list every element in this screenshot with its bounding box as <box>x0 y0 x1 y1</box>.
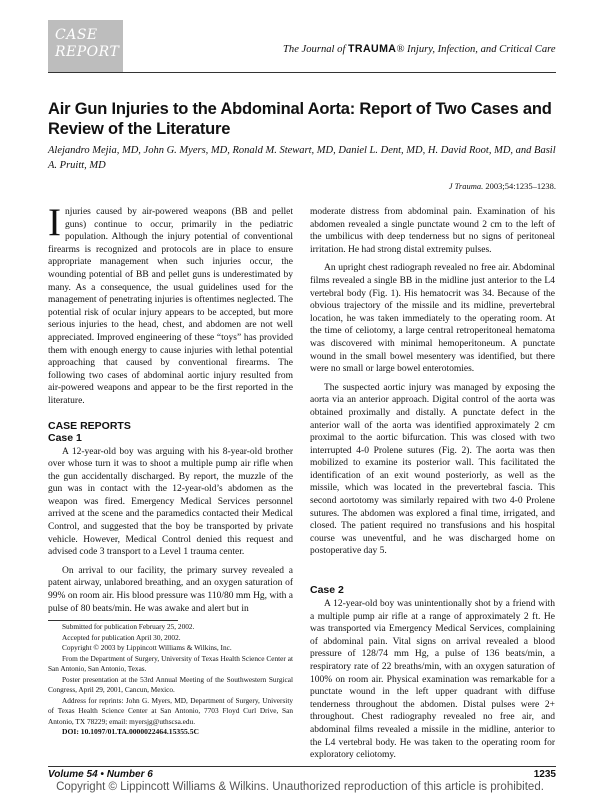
footer-rule <box>48 766 556 767</box>
article-title: Air Gun Injuries to the Abdominal Aorta: Report of Two Cases and Review of the Literature <box>48 100 552 138</box>
author-list: Alejandro Mejia, MD, John G. Myers, MD, Ronald M. Stewart, MD, Daniel L. Dent, MD, H. David Root, MD, and Basil A. Pruitt, MD <box>48 145 556 171</box>
journal-running-head <box>283 43 556 55</box>
footnote-copyright: Copyright © 2003 by Lippincott Williams & Wilkins, Inc. <box>62 643 232 652</box>
citation-journal: J Trauma. <box>448 181 484 191</box>
journal-prefix: The Journal of <box>283 44 349 55</box>
citation-detail: 2003;54:1235–1238. <box>483 181 556 191</box>
footnote-submitted: Submitted for publication February 25, 2002. <box>62 622 195 631</box>
case1-paragraph-4: An upright chest radiograph revealed no free air. Abdominal films revealed a single BB in the midline just anterior to the L4 vertebral body (Fig. 1). His hematocrit was 34. Because of the obvious trajectory of the missile and its midline, prevertebral location, he was taken immediately to the operating room. At the time of celiotomy, a large central retroperitoneal hematoma was discovered with minimal hemoperitoneum. A punctate wound in the small bowel mesentery was identified, but there were no small or large bowel enterotomies. <box>310 263 555 375</box>
case1-paragraph-2: On arrival to our facility, the primary survey revealed a patent airway, unlabored breathing, and an oxygen saturation of 99% on room air. His blood pressure was 110/80 mm Hg, with a pulse of 80 beats/min. He was awake and alert but in <box>48 565 293 614</box>
section-heading-case-reports: CASE REPORTS <box>48 419 131 432</box>
case-report-badge-line1: CASE <box>55 27 98 43</box>
journal-suffix: ® Injury, Infection, and Critical Care <box>396 44 556 55</box>
footnote-rule <box>48 620 178 621</box>
case-report-badge <box>48 20 123 72</box>
drop-cap: I <box>48 201 61 244</box>
footnote-reprint-address: Address for reprints: John G. Myers, MD, Department of Surgery, University of Texas Health Science Center at San Antonio, 7703 Floyd Curl Drive, San Antonio, TX 78229; email: myersjg@uthscsa.edu. <box>48 695 293 726</box>
footnote-affiliation: From the Department of Surgery, University of Texas Health Science Center at San Antonio, San Antonio, Texas. <box>48 653 293 673</box>
footnote-accepted: Accepted for publication April 30, 2002. <box>62 632 181 642</box>
intro-text: njuries caused by air-powered weapons (BB and pellet guns) continue to occur, primarily in the pediatric population. Although the injury potential of conventional firearms is recognized and protocols are in place to ensure appropriate management when such injuries occur, the wounding potential of BB and pellet guns is underestimated by many. As a consequence, the usual guidelines used for the management of penetrating injuries is oftentimes neglected. The potential risk of ocular injury appears to be accepted, but more serious injuries to the head, chest, and abdomen are not well appreciated. Improved engineering of these “toys” has provided them with enough energy to cause injuries with lethal potential approaching that caused by conventional firearms. The following two cases of abdominal aortic injury resulted from air-powered weapons and appear to be the first reported in the literature. <box>48 207 293 406</box>
case2-paragraph-1: A 12-year-old boy was unintentionally shot by a friend with a multiple pump air rifle at a range of approximately 2 ft. He was transported via Emergency Medical Services, complaining of abdominal pain. Vital signs on arrival revealed a blood pressure of 128/74 mm Hg, a pulse of 136 beats/min, a respiratory rate of 22 breaths/min, with an oxygen saturation of 100% on room air. Physical examination was remarkable for a punctate wound in the left upper quadrant with diffuse tenderness throughout the abdomen. Distal pulses were 2+ throughout. Chest radiography revealed no free air, and abdominal films revealed a missile in the midline, anterior to the L4 vertebral body. He was taken to the operating room for exploratory celiotomy. <box>310 599 555 761</box>
intro-paragraph <box>48 201 293 408</box>
left-column <box>48 201 293 615</box>
subheading-case-1: Case 1 <box>48 431 82 444</box>
subheading-case-2: Case 2 <box>310 584 344 597</box>
right-column <box>310 206 555 762</box>
footnote-doi: DOI: 10.1097/01.TA.0000022464.15355.5C <box>62 727 199 736</box>
case1-paragraph-5: The suspected aortic injury was managed by exposing the aorta via an anterior approach. Digital control of the aorta was obtained proximally and distally. A punctate defect in the anterior wall of the aorta was identified approximately 2 cm proximal to the aortic bifurcation. This was closed with two interrupted 4-0 Prolene sutures (Fig. 2). The aorta was then mobilized to examine its posterior wall. This facilitated the identification of an exit wound posteriorly, as well as the missile, which was located in the prevertebral fascia. This second aortotomy was similarly repaired with two 4-0 Prolene sutures. The abdomen was explored a final time, irrigated, and closed. The patient required no transfusions and his hospital course was uneventful, and he was discharged home on postoperative day 5. <box>310 382 555 557</box>
footnote-poster: Poster presentation at the 53rd Annual Meeting of the Southwestern Surgical Congress, April 29, 2001, Cancun, Mexico. <box>48 674 293 694</box>
page-number: 1235 <box>533 769 556 780</box>
volume-issue: Volume 54 • Number 6 <box>48 769 153 780</box>
header-rule <box>48 72 556 73</box>
case-report-badge-line2: REPORT <box>55 44 120 60</box>
case1-paragraph-1: A 12-year-old boy was arguing with his 8-year-old brother over whose turn it was to shoot a multiple pump air rifle when the gun accidentally discharged. By report, the muzzle of the gun was in contact with the 12-year-old’s abdomen as the weapon was fired. Emergency Medical Services personnel arrived at the scene and the paramedics contacted their Medical Control, and suggested that the boy be transported by private vehicle. However, Medical Control denied this request and advised code 3 transport to a Level 1 trauma center. <box>48 446 293 558</box>
footnotes <box>48 622 293 738</box>
journal-brand: TRAUMA <box>348 43 397 55</box>
citation-line <box>449 181 556 191</box>
case1-paragraph-3: moderate distress from abdominal pain. Examination of his abdomen revealed a single punctate wound 2 cm to the left of the umbilicus with deep tenderness but no signs of peritoneal irritation. He had strong distal extremity pulses. <box>310 207 555 255</box>
copyright-notice: Copyright © Lippincott Williams & Wilkins. Unauthorized reproduction of this article is prohibited. <box>56 781 544 793</box>
